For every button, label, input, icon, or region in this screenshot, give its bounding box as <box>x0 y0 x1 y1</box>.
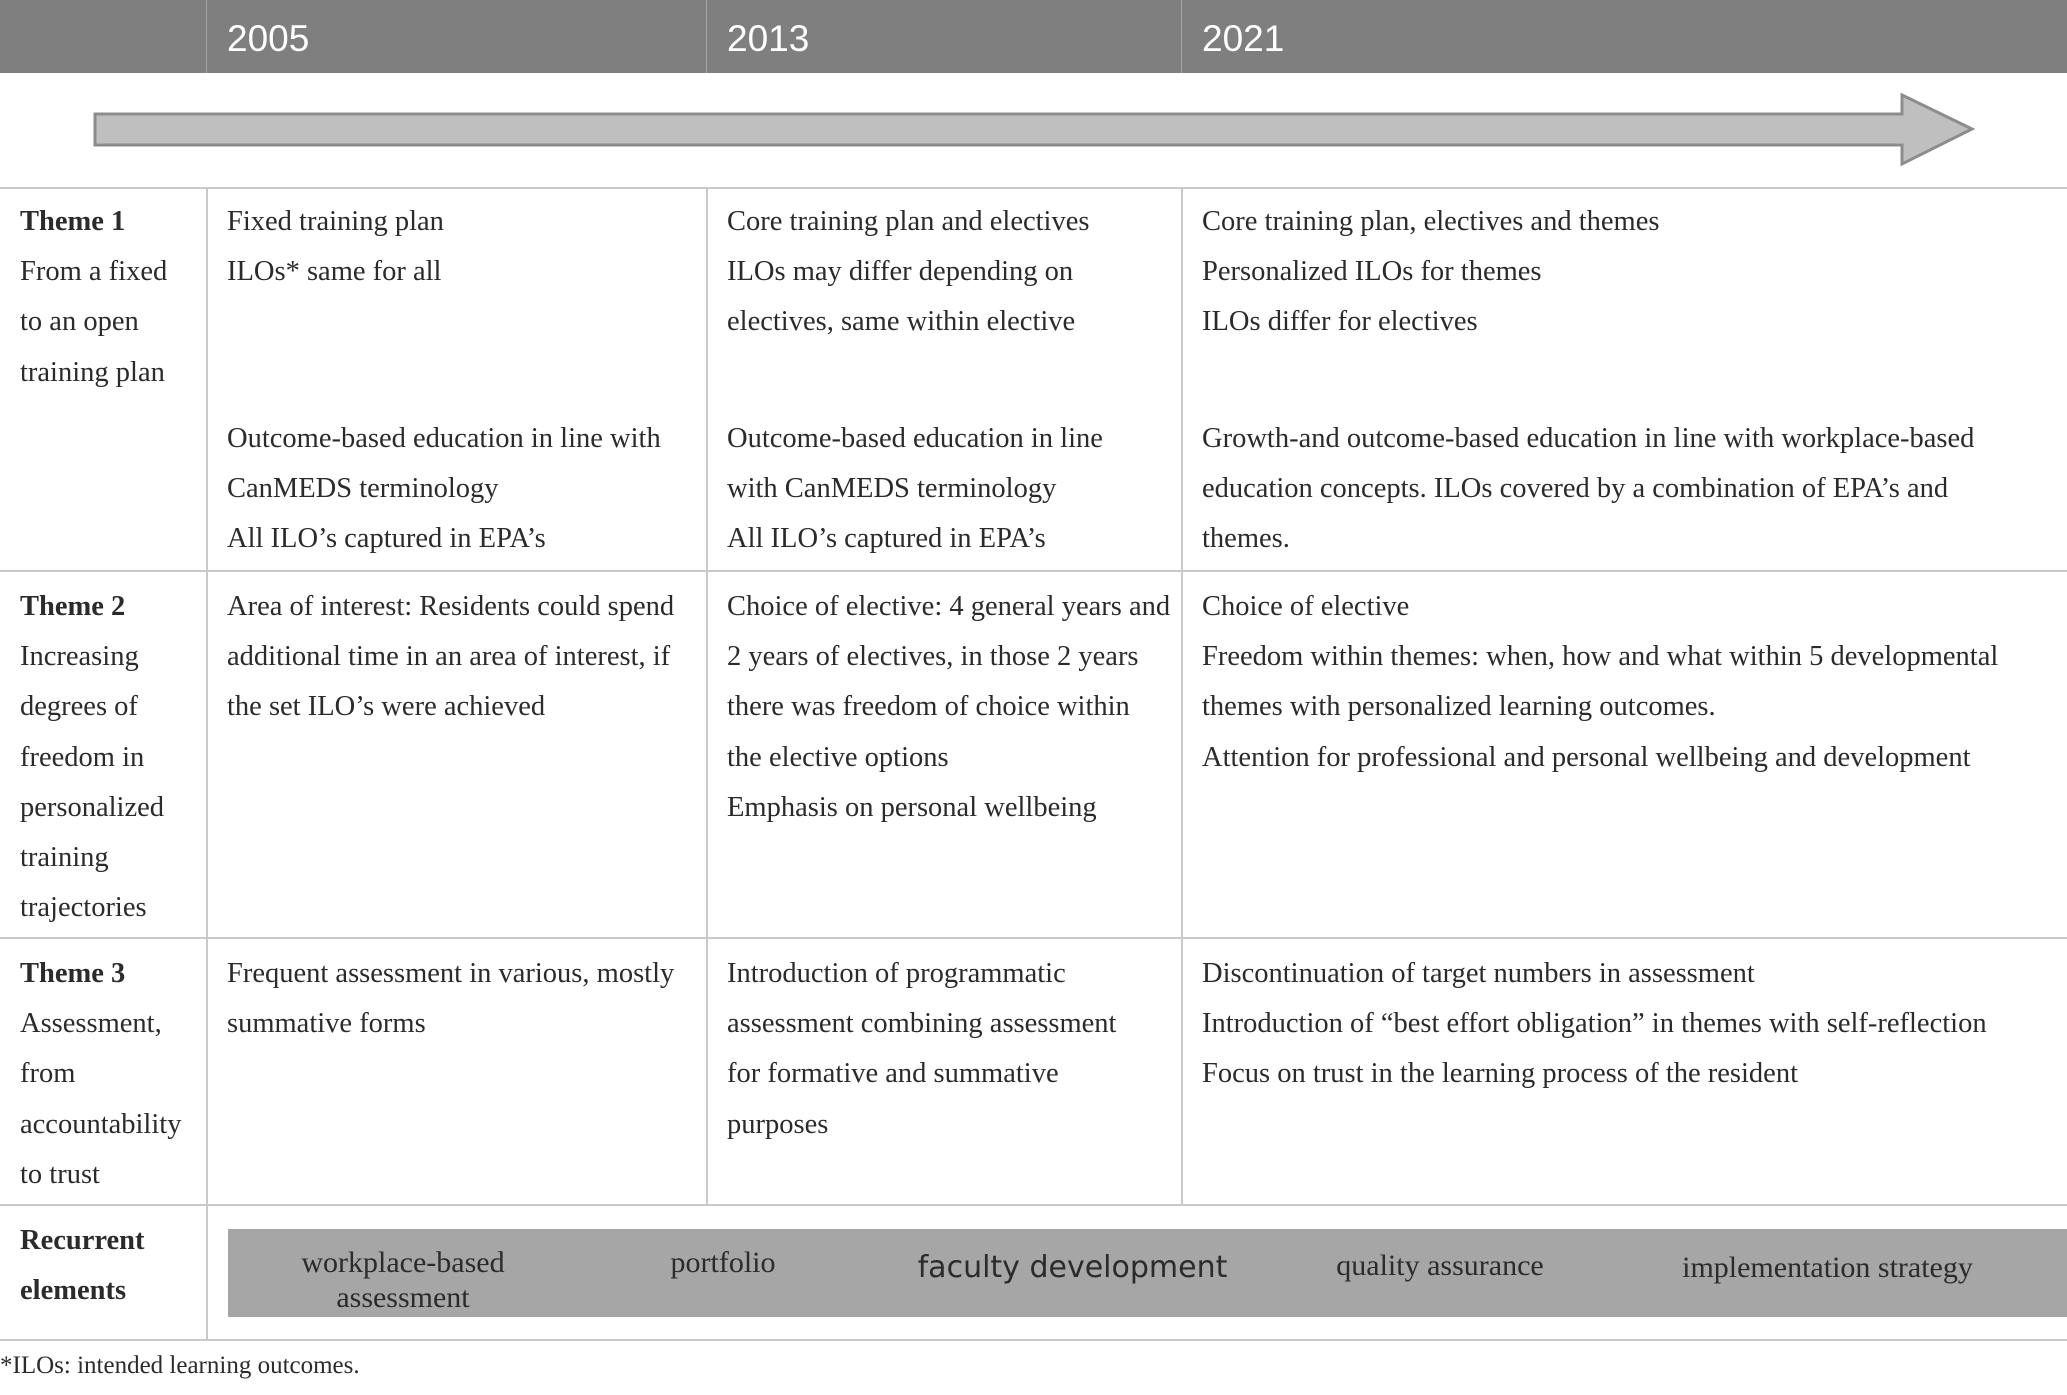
cell-line: Choice of elective: 4 general years and <box>727 591 1171 622</box>
theme-description-line: training <box>20 842 109 874</box>
cell-line: All ILO’s captured in EPA’s <box>227 523 546 555</box>
grid-line <box>706 187 708 1206</box>
theme-2-2005 <box>227 582 674 733</box>
cell-line: ILOs* same for all <box>227 256 442 288</box>
cell-line: with CanMEDS terminology <box>727 473 1057 505</box>
theme-description-line: Assessment, <box>20 1008 162 1040</box>
cell-line: Outcome-based education in line with <box>227 423 661 454</box>
cell-line: Choice of elective <box>1202 591 1410 622</box>
theme-description-line: from <box>20 1058 76 1090</box>
cell-line: themes with personalized learning outcomes. <box>1202 691 1716 723</box>
theme-1-2021-top <box>1202 197 1659 348</box>
theme-description-line: Increasing <box>20 641 139 673</box>
theme-3-label-cell <box>20 949 181 1200</box>
theme-3-2005 <box>227 949 674 1049</box>
cell-line: Focus on trust in the learning process of the resident <box>1202 1058 1798 1090</box>
theme-description-line: freedom in <box>20 741 145 773</box>
theme-2-2021 <box>1202 582 1998 783</box>
recurrent-item-line: faculty development <box>917 1250 1228 1285</box>
cell-line: electives, same within elective <box>727 306 1076 338</box>
grid-line <box>0 937 2067 939</box>
cell-line: Fixed training plan <box>227 206 444 237</box>
theme-label: Theme 2 <box>20 591 126 622</box>
recurrent-item-line: assessment <box>336 1281 470 1314</box>
year-2005: 2005 <box>227 18 310 59</box>
cell-line: CanMEDS terminology <box>227 473 499 505</box>
recurrent-label-line: Recurrent <box>20 1225 145 1256</box>
cell-line: 2 years of electives, in those 2 years <box>727 641 1139 673</box>
cell-line: ILOs may differ depending on <box>727 256 1074 288</box>
timeline-arrow-row <box>0 73 2067 189</box>
theme-label: Theme 3 <box>20 958 126 989</box>
recurrent-item-implementation-strategy <box>1655 1250 2000 1285</box>
recurrent-item-workplace-based-assessment <box>248 1245 558 1315</box>
theme-3-2021 <box>1202 949 1987 1100</box>
recurrent-item-faculty-development <box>910 1250 1235 1285</box>
cell-line: Attention for professional and personal wellbeing and development <box>1202 741 1971 773</box>
theme-3-2013 <box>727 949 1116 1150</box>
recurrent-item-quality-assurance <box>1310 1248 1570 1283</box>
grid-line <box>0 1339 2067 1341</box>
cell-line: there was freedom of choice within <box>727 691 1130 723</box>
cell-line: All ILO’s captured in EPA’s <box>727 523 1046 555</box>
cell-line: assessment combining assessment <box>727 1008 1117 1040</box>
year-header <box>0 0 2067 73</box>
theme-description-line: to trust <box>20 1158 100 1190</box>
theme-2-2013 <box>727 582 1170 833</box>
cell-line: Core training plan, electives and themes <box>1202 206 1660 237</box>
theme-description-line: From a fixed <box>20 256 168 288</box>
cell-line: Personalized ILOs for themes <box>1202 256 1542 288</box>
cell-line: education concepts. ILOs covered by a combination of EPA’s and <box>1202 473 1949 505</box>
theme-1-2013-top <box>727 197 1089 348</box>
footnote: *ILOs: intended learning outcomes. <box>0 1352 360 1379</box>
cell-line: for formative and summative <box>727 1058 1059 1090</box>
theme-1-2005-top <box>227 197 444 297</box>
theme-description-line: degrees of <box>20 691 138 723</box>
theme-1-2013-bottom <box>727 414 1103 565</box>
recurrent-label-line: elements <box>20 1275 127 1307</box>
grid-line <box>0 1204 2067 1206</box>
grid-line <box>0 187 2067 189</box>
year-2013: 2013 <box>727 18 810 59</box>
cell-line: Emphasis on personal wellbeing <box>727 791 1097 823</box>
recurrent-item-line: workplace-based <box>301 1246 505 1279</box>
cell-line: Discontinuation of target numbers in assessment <box>1202 958 1755 989</box>
cell-line: Frequent assessment in various, mostly <box>227 958 675 989</box>
recurrent-item-line: implementation strategy <box>1682 1251 1973 1284</box>
theme-description-line: training plan <box>20 356 165 388</box>
grid-line <box>0 570 2067 572</box>
timeline-arrow-icon <box>0 73 2067 189</box>
cell-line: Introduction of programmatic <box>727 958 1066 989</box>
theme-1-2021-bottom <box>1202 414 1974 565</box>
cell-line: additional time in an area of interest, if <box>227 641 671 673</box>
cell-line: purposes <box>727 1108 829 1140</box>
cell-line: Outcome-based education in line <box>727 423 1103 454</box>
recurrent-item-portfolio <box>623 1245 823 1280</box>
cell-line: Freedom within themes: when, how and what within 5 developmental <box>1202 641 1999 673</box>
cell-line: themes. <box>1202 523 1290 555</box>
theme-label: Theme 1 <box>20 206 126 237</box>
grid-line <box>206 187 208 1341</box>
recurrent-item-line: portfolio <box>670 1246 776 1279</box>
cell-line: Area of interest: Residents could spend <box>227 591 675 622</box>
theme-1-label-cell <box>20 197 167 398</box>
theme-description-line: to an open <box>20 306 139 338</box>
recurrent-item-line: quality assurance <box>1336 1249 1544 1282</box>
recurrent-label-cell <box>20 1216 145 1316</box>
theme-description-line: accountability <box>20 1108 182 1140</box>
cell-line: the elective options <box>727 741 949 773</box>
theme-description-line: trajectories <box>20 892 147 924</box>
cell-line: Introduction of “best effort obligation” in themes with self-reflection <box>1202 1008 1987 1040</box>
theme-2-label-cell <box>20 582 164 933</box>
cell-line: Growth-and outcome-based education in line with workplace-based <box>1202 423 1975 454</box>
cell-line: ILOs differ for electives <box>1202 306 1478 338</box>
cell-line: summative forms <box>227 1008 426 1040</box>
grid-line <box>1181 187 1183 1206</box>
theme-1-2005-bottom <box>227 414 661 565</box>
cell-line: the set ILO’s were achieved <box>227 691 546 723</box>
year-2021: 2021 <box>1202 18 1285 59</box>
cell-line: Core training plan and electives <box>727 206 1090 237</box>
theme-description-line: personalized <box>20 791 165 823</box>
